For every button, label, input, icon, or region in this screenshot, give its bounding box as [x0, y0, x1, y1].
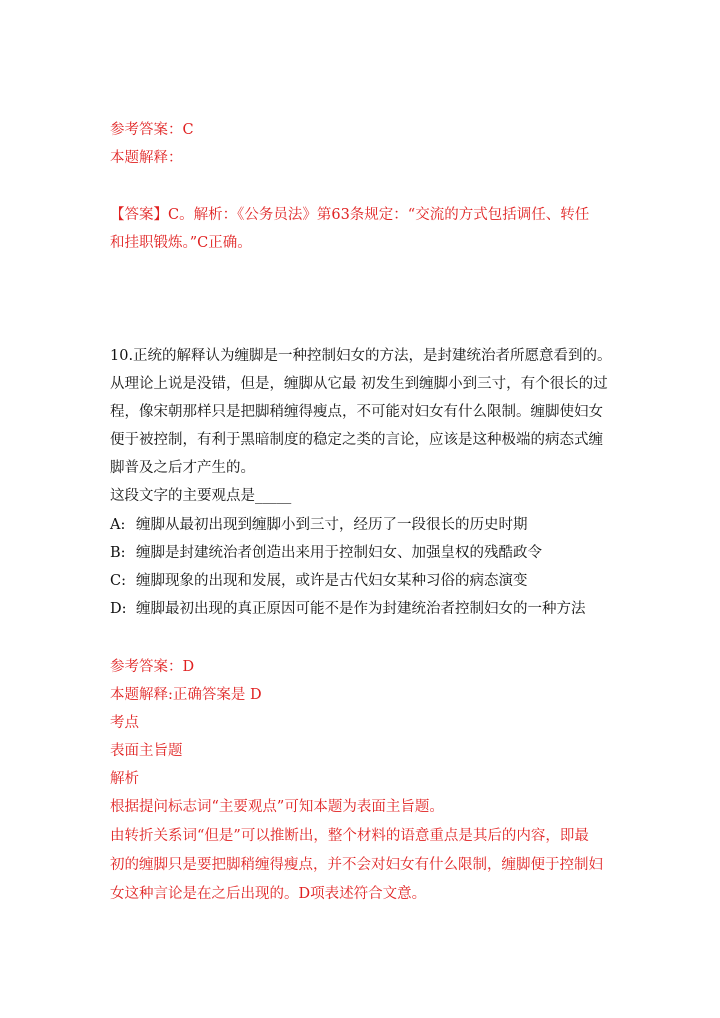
option-c [110, 571, 528, 591]
answer-explanation-line: 本题解释:正确答案是 D [110, 687, 262, 703]
jiexi-label: 解析 [110, 771, 139, 787]
option-a [110, 515, 528, 535]
question-stem-line-3: 程，像宋朝那样只是把脚稍缠得瘦点，不可能对妇女有什么限制。缠脚使妇女 [110, 404, 603, 420]
kaodian-value: 表面主旨题 [110, 743, 183, 759]
option-b [110, 543, 542, 563]
question-stem-line-4: 便于被控制，有利于黑暗制度的稳定之类的言论，应该是这种极端的病态式缠 [110, 432, 603, 448]
analysis-line-1: 根据提问标志词“主要观点”可知本题为表面主旨题。 [110, 799, 444, 815]
kaodian-label: 考点 [110, 715, 139, 731]
option-d-text: 缠脚最初出现的真正原因可能不是作为封建统治者控制妇女的一种方法 [136, 601, 586, 617]
analysis-line-2: 由转折关系词“但是”可以推断出，整个材料的语意重点是其后的内容，即最 [110, 828, 589, 844]
option-d-letter: D: [110, 601, 127, 617]
option-a-text: 缠脚从最初出现到缠脚小到三寸，经历了一段很长的历史时期 [136, 517, 528, 533]
analysis-line-4: 女这种言论是在之后出现的。D项表述符合文意。 [110, 886, 427, 902]
option-c-letter: C: [110, 573, 126, 589]
option-b-text: 缠脚是封建统治者创造出来用于控制妇女、加强皇权的残酷政令 [136, 545, 542, 561]
answer-line: 参考答案：D [110, 659, 195, 675]
question-prompt: 这段文字的主要观点是_____ [110, 488, 292, 504]
question-stem-line-5: 脚普及之后才产生的。 [110, 460, 255, 476]
option-c-text: 缠脚现象的出现和发展，或许是古代妇女某种习俗的病态演变 [136, 573, 528, 589]
question-stem-line-1: 10.正统的解释认为缠脚是一种控制妇女的方法，是封建统治者所愿意看到的。 [110, 348, 612, 364]
prev-explanation-line-1: 【答案】C。解析：《公务员法》第63条规定：“交流的方式包括调任、转任 [110, 207, 590, 223]
prev-answer-line: 参考答案：C [110, 122, 194, 138]
prev-explanation-heading: 本题解释： [110, 150, 183, 166]
option-a-letter: A: [110, 517, 126, 533]
analysis-line-3: 初的缠脚只是要把脚稍缠得瘦点，并不会对妇女有什么限制，缠脚便于控制妇 [110, 857, 603, 873]
option-b-letter: B: [110, 545, 126, 561]
prev-explanation-line-2: 和挂职锻炼。”C正确。 [110, 235, 252, 251]
option-d [110, 599, 586, 619]
question-stem-line-2: 从理论上说是没错，但是，缠脚从它最 初发生到缠脚小到三寸，有个很长的过 [110, 376, 608, 392]
